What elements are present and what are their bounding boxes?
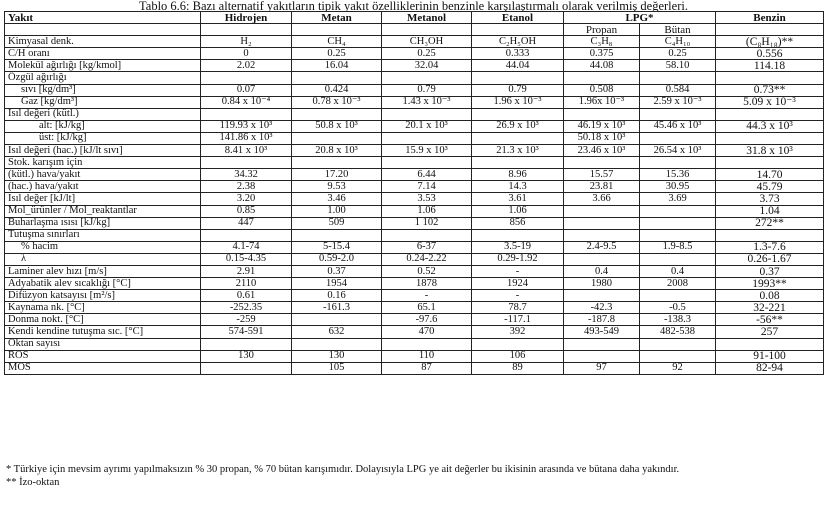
cell-value [472,132,564,144]
row-label: Isıl değeri (kütl.) [5,108,201,120]
cell-value: -97.6 [382,314,472,326]
cell-value [716,72,824,84]
cell-value: 3.66 [564,193,640,205]
cell-value: 574-591 [201,326,292,338]
table-row [5,157,824,169]
cell-value: 44.08 [564,60,640,72]
cell-value: -0.5 [640,302,716,314]
cell-value: 1.3-7.6 [716,241,824,253]
cell-value [640,290,716,302]
row-label: C/H oranı [5,48,201,60]
row-label: Kaynama nk. [°C] [5,302,201,314]
table-row [5,290,824,302]
cell-value: 3.69 [640,193,716,205]
cell-value: -138.3 [640,314,716,326]
header-row-2 [5,24,824,36]
cell-value [201,229,292,241]
cell-value: 0.15-4.35 [201,253,292,265]
cell-value [640,157,716,169]
header-blank [5,24,201,36]
table-row [5,120,824,132]
cell-value: 2110 [201,278,292,290]
cell-value: 9.53 [292,181,382,193]
row-label: Tutuşma sınırları [5,229,201,241]
cell-value: 20.1 x 10³ [382,120,472,132]
cell-value [716,132,824,144]
cell-value [564,229,640,241]
cell-value: 26.54 x 10³ [640,145,716,157]
cell-value: 14.70 [716,169,824,181]
cell-value: 0.29-1.92 [472,253,564,265]
header-blank [201,24,292,36]
cell-value: 1993** [716,278,824,290]
cell-value: 7.14 [382,181,472,193]
row-label: Donma nokt. [°C] [5,314,201,326]
row-label: alt: [kJ/kg] [5,120,201,132]
cell-value: 97 [564,362,640,374]
cell-value: 34.32 [201,169,292,181]
cell-value: 44.04 [472,60,564,72]
cell-value: 44.3 x 10³ [716,120,824,132]
cell-value: - [382,290,472,302]
cell-value [640,217,716,229]
cell-value [716,157,824,169]
row-label: MOS [5,362,201,374]
table-row [5,302,824,314]
header-blank [292,24,382,36]
cell-value: 58.10 [640,60,716,72]
cell-value: 0.25 [292,48,382,60]
cell-value: 0.16 [292,290,382,302]
row-label: Mol_ürünler / Mol_reaktantlar [5,205,201,217]
cell-value: 15.36 [640,169,716,181]
cell-value: 0 [201,48,292,60]
table-row [5,253,824,265]
cell-value: 2.4-9.5 [564,241,640,253]
cell-value [564,338,640,350]
table-row [5,169,824,181]
cell-value: 1.96 x 10⁻³ [472,96,564,108]
header-blank [382,24,472,36]
cell-value: 8.96 [472,169,564,181]
cell-value: H₂ [201,36,292,48]
cell-value: 4.1-74 [201,241,292,253]
cell-value [564,157,640,169]
table-row [5,96,824,108]
row-label: Buharlaşma ısısı [kJ/kg] [5,217,201,229]
cell-value: 0.584 [640,84,716,96]
row-label: Kimyasal denk. [5,36,201,48]
cell-value [201,108,292,120]
cell-value: 3.20 [201,193,292,205]
cell-value: 6.44 [382,169,472,181]
cell-value: 0.79 [472,84,564,96]
cell-value [292,72,382,84]
row-label: üst: [kJ/kg] [5,132,201,144]
table-row [5,217,824,229]
cell-value: -161.3 [292,302,382,314]
cell-value: 110 [382,350,472,362]
cell-value: 0.556 [716,48,824,60]
cell-value: 1954 [292,278,382,290]
cell-value [564,72,640,84]
cell-value: 3.61 [472,193,564,205]
cell-value: 0.84 x 10⁻⁴ [201,96,292,108]
table-body [5,36,824,375]
fuel-properties-table [4,11,824,375]
cell-value [564,290,640,302]
table-row [5,72,824,84]
cell-value: 45.46 x 10³ [640,120,716,132]
header-metan: Metan [292,12,382,24]
header-lpg: LPG* [564,12,716,24]
footnote-2: ** İzo-oktan [6,476,60,488]
table-row [5,193,824,205]
cell-value [382,132,472,144]
row-label: Adyabatik alev sıcaklığı [°C] [5,278,201,290]
cell-value: 0.73** [716,84,824,96]
row-label: Difüzyon katsayısı [m²/s] [5,290,201,302]
cell-value: 17.20 [292,169,382,181]
cell-value: 1.43 x 10⁻³ [382,96,472,108]
cell-value: 0.78 x 10⁻³ [292,96,382,108]
header-metanol: Metanol [382,12,472,24]
cell-value [292,314,382,326]
cell-value: 3.5-19 [472,241,564,253]
row-label: Özgül ağırlığı [5,72,201,84]
cell-value: 470 [382,326,472,338]
cell-value: 482-538 [640,326,716,338]
cell-value [564,217,640,229]
cell-value: 632 [292,326,382,338]
cell-value: 1.96x 10⁻³ [564,96,640,108]
footnote-1: * Türkiye için mevsim ayrımı yapılmaksızın % 30 propan, % 70 bütan karışımıdır. Dolayısıyla LPG ye ait değerler bu ikisinin arasında ve bütana daha yakındır. [6,464,680,475]
cell-value: 92 [640,362,716,374]
cell-value: 30.95 [640,181,716,193]
header-yakit: Yakıt [5,12,201,24]
table-row [5,36,824,48]
cell-value: 0.4 [640,265,716,277]
row-label: ROS [5,350,201,362]
cell-value: -259 [201,314,292,326]
cell-value: 20.8 x 10³ [292,145,382,157]
table-row [5,145,824,157]
cell-value [640,72,716,84]
table-row [5,84,824,96]
cell-value [382,338,472,350]
table-row [5,338,824,350]
cell-value: 3.46 [292,193,382,205]
cell-value: 5-15.4 [292,241,382,253]
cell-value: 392 [472,326,564,338]
table-row [5,132,824,144]
cell-value: 130 [201,350,292,362]
cell-value: 15.57 [564,169,640,181]
cell-value: 2.38 [201,181,292,193]
cell-value: 21.3 x 10³ [472,145,564,157]
table-row [5,326,824,338]
table-row [5,362,824,374]
cell-value: 89 [472,362,564,374]
cell-value: 1.00 [292,205,382,217]
table-row [5,265,824,277]
cell-value: 0.52 [382,265,472,277]
cell-value [201,338,292,350]
cell-value [292,157,382,169]
cell-value: 26.9 x 10³ [472,120,564,132]
cell-value: 1.9-8.5 [640,241,716,253]
cell-value: 1.04 [716,205,824,217]
cell-value [640,132,716,144]
cell-value: 0.85 [201,205,292,217]
cell-value: 50.8 x 10³ [292,120,382,132]
cell-value: - [472,265,564,277]
cell-value [292,132,382,144]
table-row [5,181,824,193]
cell-value: 2008 [640,278,716,290]
cell-value [472,157,564,169]
cell-value [564,350,640,362]
cell-value [640,205,716,217]
cell-value: 23.46 x 10³ [564,145,640,157]
cell-value: 50.18 x 10³ [564,132,640,144]
cell-value: 0.07 [201,84,292,96]
row-label: (hac.) hava/yakıt [5,181,201,193]
cell-value: -187.8 [564,314,640,326]
cell-value: 0.333 [472,48,564,60]
cell-value: 119.93 x 10³ [201,120,292,132]
cell-value: 5.09 x 10⁻³ [716,96,824,108]
cell-value [640,338,716,350]
cell-value: 1924 [472,278,564,290]
cell-value [292,229,382,241]
cell-value: 32-221 [716,302,824,314]
cell-value [640,253,716,265]
cell-value: 0.08 [716,290,824,302]
cell-value: 0.79 [382,84,472,96]
cell-value: 2.02 [201,60,292,72]
table-row [5,60,824,72]
cell-value: 46.19 x 10³ [564,120,640,132]
cell-value: 2.91 [201,265,292,277]
cell-value [382,157,472,169]
cell-value: 105 [292,362,382,374]
row-label: Isıl değer [kJ/lt] [5,193,201,205]
row-label: (kütl.) hava/yakıt [5,169,201,181]
cell-value: C₃H₈ [564,36,640,48]
cell-value [201,157,292,169]
cell-value: 272** [716,217,824,229]
header-blank [716,24,824,36]
footnotes [6,464,824,489]
row-label: Isıl değeri (hac.) [kJ/lt sıvı] [5,145,201,157]
cell-value [382,72,472,84]
cell-value [472,338,564,350]
cell-value: -56** [716,314,824,326]
cell-value: C₂H₅OH [472,36,564,48]
cell-value: 0.26-1.67 [716,253,824,265]
header-etanol: Etanol [472,12,564,24]
cell-value: 1 102 [382,217,472,229]
cell-value: 82-94 [716,362,824,374]
cell-value [716,229,824,241]
cell-value: 0.59-2.0 [292,253,382,265]
cell-value: C₄H₁₀ [640,36,716,48]
cell-value: 0.61 [201,290,292,302]
header-butan: Bütan [640,24,716,36]
cell-value: 1.06 [382,205,472,217]
table-row [5,241,824,253]
row-label: % hacim [5,241,201,253]
cell-value: 15.9 x 10³ [382,145,472,157]
cell-value [472,229,564,241]
table-caption: Tablo 6.6: Bazı alternatif yakıtların tipik yakıt özelliklerinin benzinle karşılaştırmalı olarak verilmiş değerleri. [139,0,688,12]
table-row [5,229,824,241]
cell-value: 0.25 [640,48,716,60]
row-label: λ [5,253,201,265]
cell-value: 0.37 [292,265,382,277]
header-blank [472,24,564,36]
cell-value [716,338,824,350]
table-row [5,350,824,362]
cell-value [640,350,716,362]
cell-value: 3.53 [382,193,472,205]
cell-value: 509 [292,217,382,229]
cell-value: 16.04 [292,60,382,72]
row-label: Molekül ağırlığı [kg/kmol] [5,60,201,72]
cell-value [640,108,716,120]
cell-value [640,229,716,241]
cell-value [564,205,640,217]
cell-value: 0.375 [564,48,640,60]
cell-value: 1878 [382,278,472,290]
cell-value: 8.41 x 10³ [201,145,292,157]
table-row [5,314,824,326]
header-hidrojen: Hidrojen [201,12,292,24]
cell-value: 856 [472,217,564,229]
table-row [5,108,824,120]
cell-value: 0.25 [382,48,472,60]
table-row [5,48,824,60]
cell-value: 91-100 [716,350,824,362]
header-row-1 [5,12,824,24]
cell-value: 78.7 [472,302,564,314]
cell-value: CH₄ [292,36,382,48]
table-row [5,205,824,217]
cell-value [201,362,292,374]
cell-value: (C₈H₁₈)** [716,36,824,48]
row-label: Stok. karışım için [5,157,201,169]
cell-value: 447 [201,217,292,229]
cell-value [201,72,292,84]
cell-value: 2.59 x 10⁻³ [640,96,716,108]
cell-value: 106 [472,350,564,362]
cell-value: 114.18 [716,60,824,72]
cell-value [564,253,640,265]
cell-value: 0.37 [716,265,824,277]
row-label: Kendi kendine tutuşma sıc. [°C] [5,326,201,338]
cell-value: 14.3 [472,181,564,193]
cell-value: -252.35 [201,302,292,314]
cell-value: 0.424 [292,84,382,96]
cell-value: - [472,290,564,302]
cell-value: 0.4 [564,265,640,277]
cell-value: 1980 [564,278,640,290]
table-row [5,278,824,290]
row-label: Oktan sayısı [5,338,201,350]
cell-value: 45.79 [716,181,824,193]
cell-value: 31.8 x 10³ [716,145,824,157]
row-label: Gaz [kg/dm³] [5,96,201,108]
cell-value: -117.1 [472,314,564,326]
cell-value: -42.3 [564,302,640,314]
header-benzin: Benzin [716,12,824,24]
header-propan: Propan [564,24,640,36]
cell-value [564,108,640,120]
cell-value: 493-549 [564,326,640,338]
cell-value: 1.06 [472,205,564,217]
row-label: sıvı [kg/dm³] [5,84,201,96]
cell-value: 87 [382,362,472,374]
row-label: Laminer alev hızı [m/s] [5,265,201,277]
cell-value: 257 [716,326,824,338]
cell-value: CH₃OH [382,36,472,48]
cell-value [292,108,382,120]
cell-value: 65.1 [382,302,472,314]
cell-value: 6-37 [382,241,472,253]
cell-value [382,108,472,120]
cell-value: 0.24-2.22 [382,253,472,265]
cell-value: 0.508 [564,84,640,96]
cell-value [472,108,564,120]
cell-value: 141.86 x 10³ [201,132,292,144]
cell-value: 130 [292,350,382,362]
cell-value: 3.73 [716,193,824,205]
cell-value: 32.04 [382,60,472,72]
cell-value [382,229,472,241]
cell-value: 23.81 [564,181,640,193]
cell-value [292,338,382,350]
cell-value [472,72,564,84]
cell-value [716,108,824,120]
